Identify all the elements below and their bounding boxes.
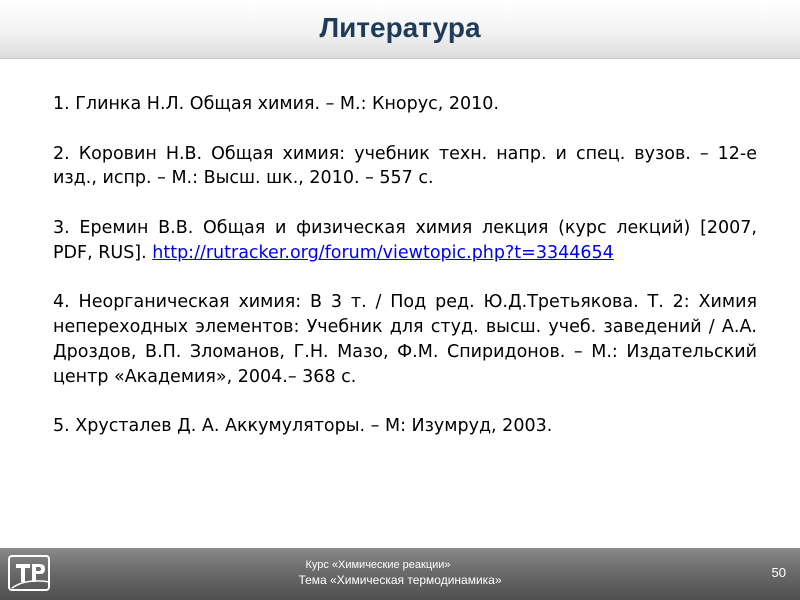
reference-text: 1. Глинка Н.Л. Общая химия. – М.: Кнорус, 2010. <box>53 94 499 114</box>
reference-text: 2. Коровин Н.В. Общая химия: учебник техн. напр. и спец. вузов. – 12-е изд., испр. – М.: Высш. шк., 2010. – 557 с. <box>53 143 757 189</box>
topic-name: Тема «Химическая термодинамика» <box>298 573 502 587</box>
page-number: 50 <box>771 565 786 580</box>
footer-bar <box>0 548 800 600</box>
reference-text: 5. Хрусталев Д. А. Аккумуляторы. – М: Изумруд, 2003. <box>53 416 553 437</box>
header-bar <box>0 0 800 59</box>
reference-link[interactable]: http://rutracker.org/forum/viewtopic.php?t=3344654 <box>152 242 614 263</box>
reference-item-1 <box>53 92 757 117</box>
reference-item-5 <box>53 414 757 439</box>
page-title: Литература <box>319 12 481 43</box>
course-name: Курс «Химические реакции» <box>305 559 451 571</box>
reference-item-3 <box>53 216 757 266</box>
reference-item-4 <box>53 290 757 389</box>
reference-text: 3. Еремин В.В. Общая и физическая химия лекция (курс лекций) [2007, PDF, RUS]. <box>53 217 757 263</box>
reference-list <box>53 92 757 439</box>
reference-text: 4. Неорганическая химия: В 3 т. / Под ред. Ю.Д.Третьякова. Т. 2: Химия непереходных элементов: Учебник для студ. высш. учеб. заведений / А.А. Дроздов, В.П. Зломанов, Г.Н. Мазо, Ф.М. Спиридонов. – М.: Издательский центр «Академия», 2004.– 368 с. <box>53 292 757 387</box>
reference-item-2 <box>53 142 757 192</box>
